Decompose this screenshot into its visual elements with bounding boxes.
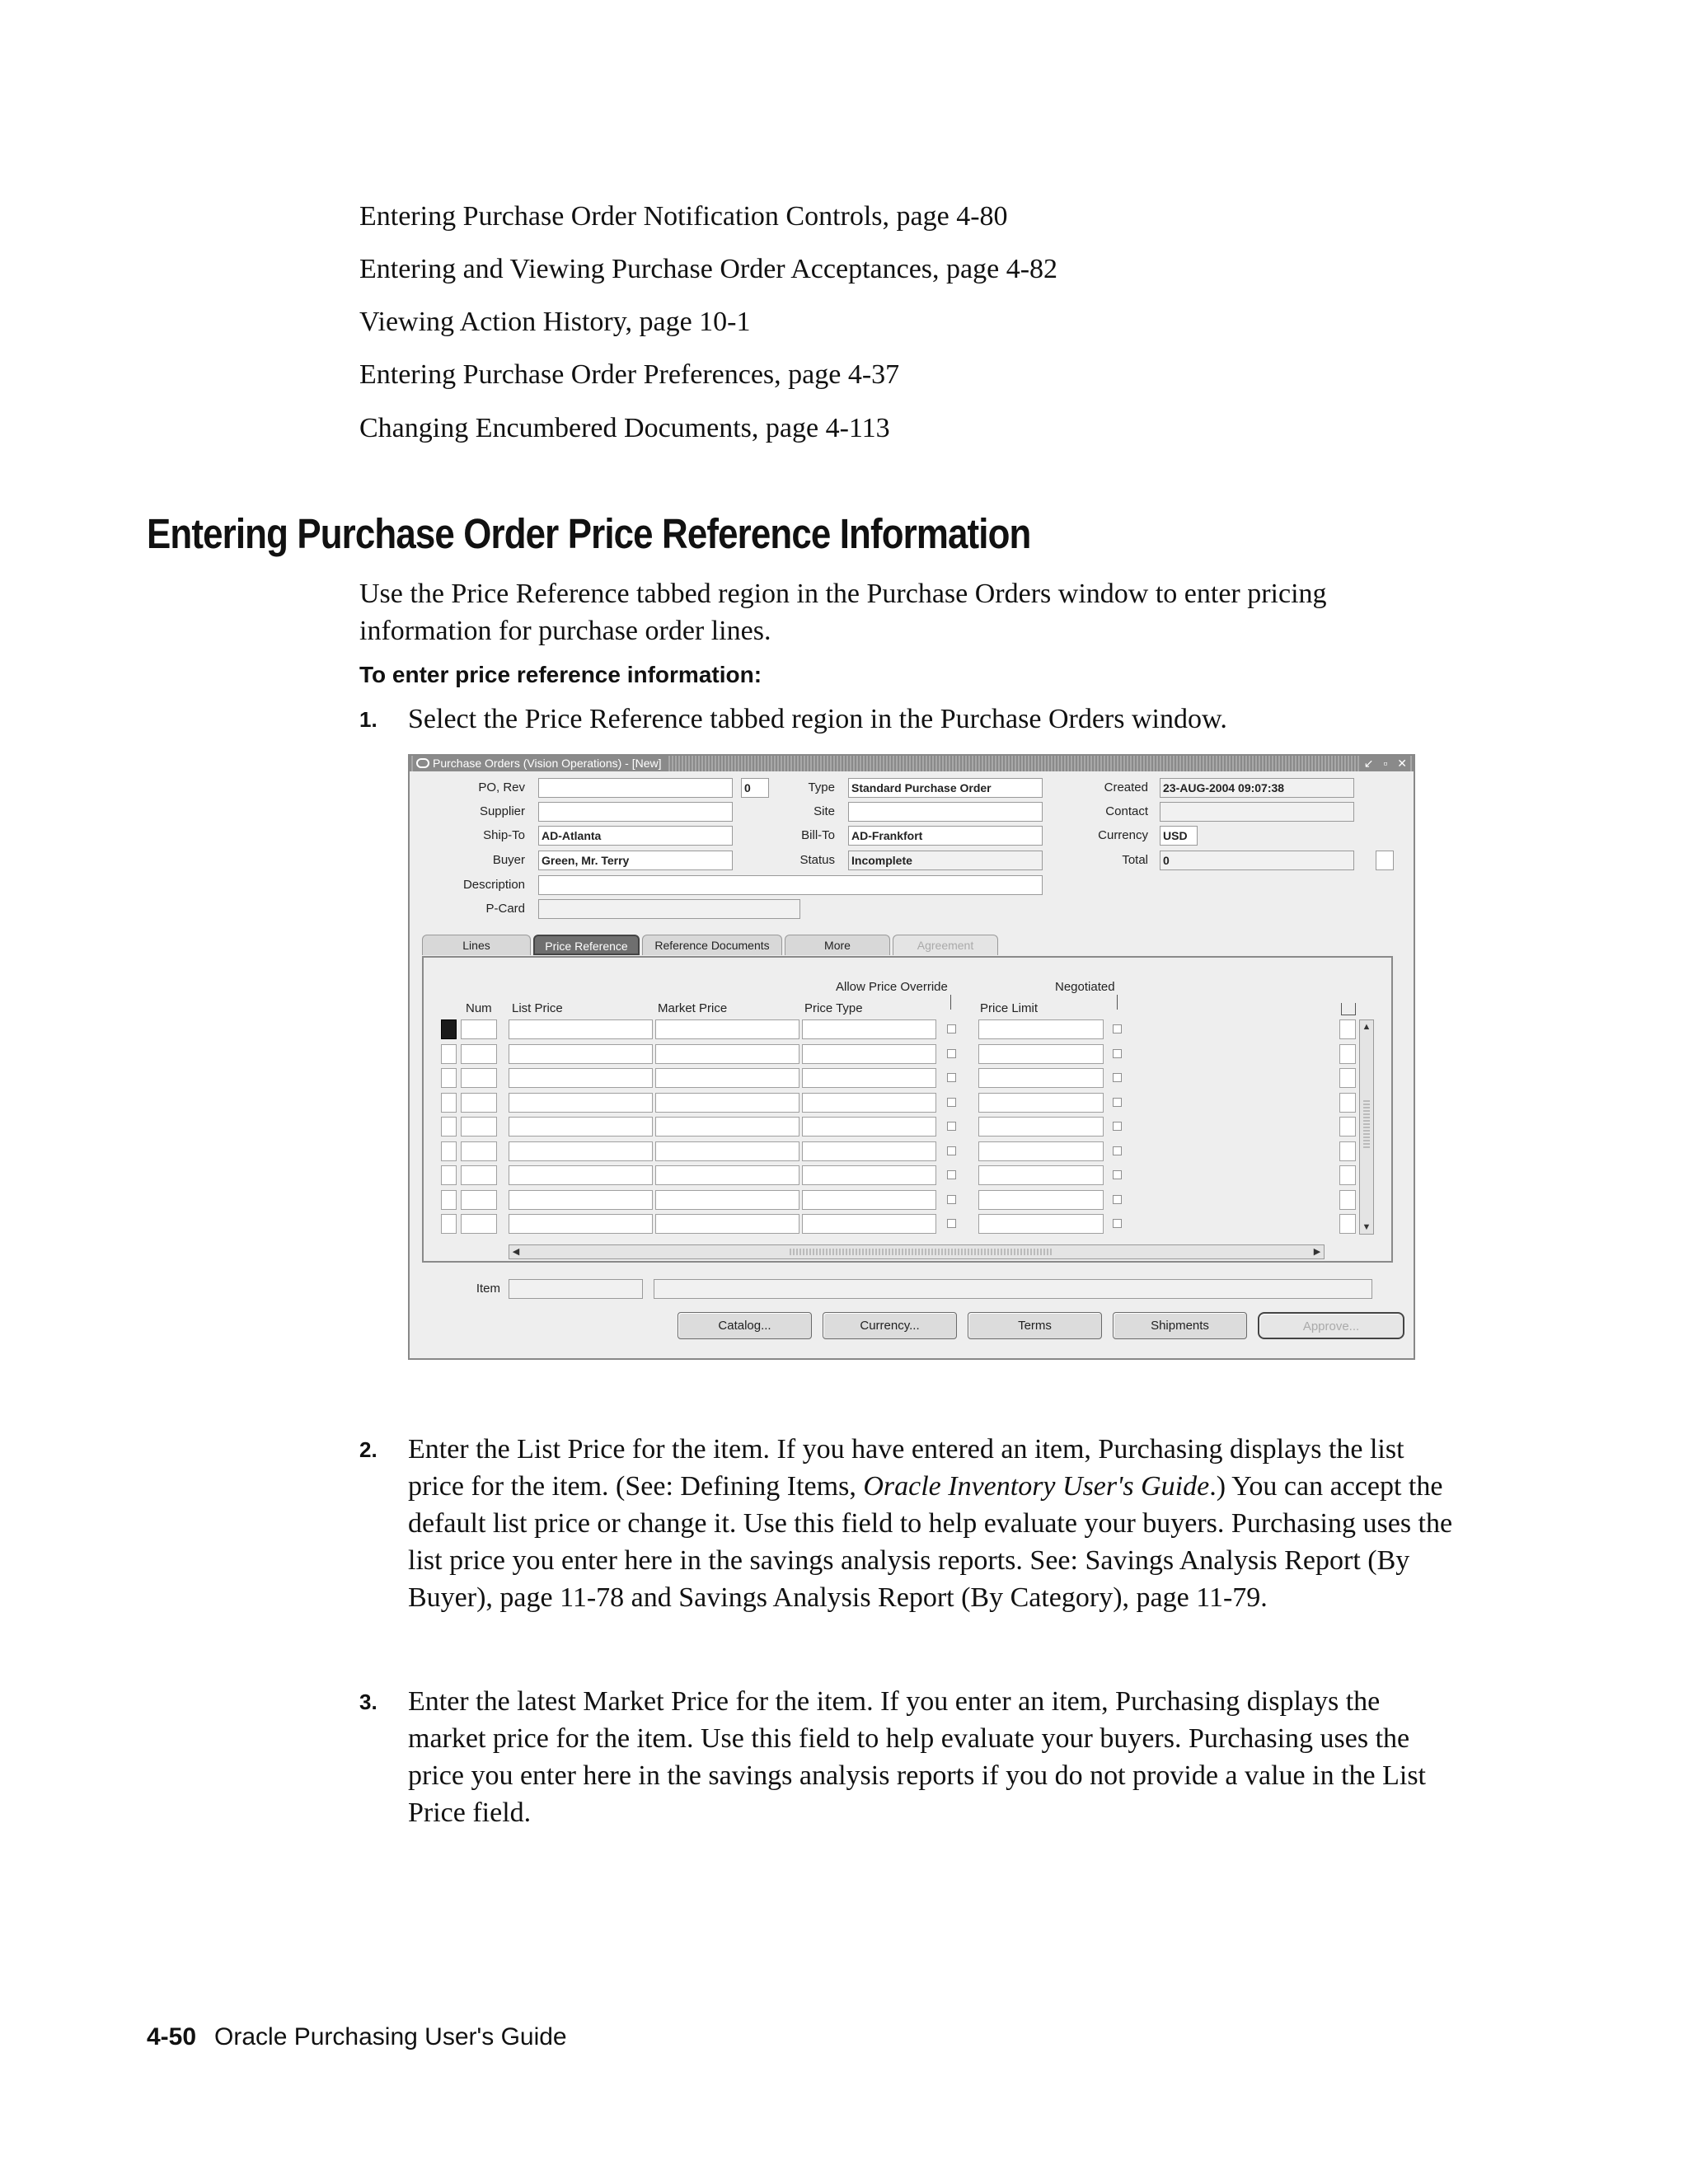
allow-price-override-checkbox[interactable] xyxy=(947,1024,956,1033)
list-price-cell[interactable] xyxy=(509,1117,653,1137)
num-cell[interactable] xyxy=(461,1141,497,1161)
shipments-button[interactable]: Shipments xyxy=(1113,1312,1247,1339)
scroll-left-icon[interactable]: ◀ xyxy=(512,1247,520,1257)
allow-price-override-checkbox[interactable] xyxy=(947,1049,956,1058)
negotiated-checkbox[interactable] xyxy=(1113,1049,1122,1058)
negotiated-checkbox[interactable] xyxy=(1113,1170,1122,1179)
tab-lines[interactable]: Lines xyxy=(422,935,531,955)
allow-price-override-checkbox[interactable] xyxy=(947,1073,956,1082)
related-topic-link[interactable]: Changing Encumbered Documents, page 4-113 xyxy=(359,413,890,443)
allow-price-override-checkbox[interactable] xyxy=(947,1170,956,1179)
approve-button[interactable]: Approve... xyxy=(1258,1312,1404,1339)
num-cell[interactable] xyxy=(461,1190,497,1210)
guide-title: Oracle Inventory User's Guide xyxy=(863,1471,1210,1502)
price-limit-cell[interactable] xyxy=(978,1044,1104,1064)
terms-button[interactable]: Terms xyxy=(968,1312,1102,1339)
price-limit-cell[interactable] xyxy=(978,1019,1104,1039)
ship-to-field[interactable]: AD-Atlanta xyxy=(538,826,733,846)
column-divider xyxy=(1117,995,1118,1010)
market-price-cell[interactable] xyxy=(655,1068,799,1088)
line-flex-field[interactable] xyxy=(1339,1165,1356,1185)
pcard-label: P-Card xyxy=(485,902,525,916)
price-type-cell[interactable] xyxy=(802,1093,936,1113)
row-selector[interactable] xyxy=(441,1068,457,1088)
column-header-num: Num xyxy=(466,1001,492,1015)
scroll-down-icon[interactable]: ▼ xyxy=(1362,1222,1372,1232)
related-topic-link[interactable]: Entering and Viewing Purchase Order Acceptances, page 4-82 xyxy=(359,254,1058,284)
contact-label: Contact xyxy=(1105,804,1148,818)
price-type-cell[interactable] xyxy=(802,1190,936,1210)
list-price-cell[interactable] xyxy=(509,1214,653,1234)
column-header-price-type: Price Type xyxy=(804,1001,863,1015)
price-limit-cell[interactable] xyxy=(978,1068,1104,1088)
price-type-cell[interactable] xyxy=(802,1165,936,1185)
negotiated-checkbox[interactable] xyxy=(1113,1024,1122,1033)
price-limit-cell[interactable] xyxy=(978,1190,1104,1210)
horizontal-scrollbar[interactable] xyxy=(509,1244,1325,1259)
row-selector[interactable] xyxy=(441,1093,457,1113)
line-flex-field[interactable] xyxy=(1339,1093,1356,1113)
negotiated-checkbox[interactable] xyxy=(1113,1219,1122,1228)
purchase-orders-window xyxy=(408,754,1415,1360)
negotiated-checkbox[interactable] xyxy=(1113,1195,1122,1204)
scroll-thumb[interactable] xyxy=(790,1249,1053,1255)
line-flex-field[interactable] xyxy=(1339,1190,1356,1210)
column-header-price-limit: Price Limit xyxy=(980,1001,1039,1015)
market-price-cell[interactable] xyxy=(655,1019,799,1039)
folder-tools-icon[interactable] xyxy=(1341,1003,1356,1015)
currency-field[interactable]: USD xyxy=(1160,826,1198,846)
ship-to-label: Ship-To xyxy=(483,828,525,842)
status-label: Status xyxy=(799,853,835,867)
intro-paragraph: Use the Price Reference tabbed region in the Purchase Orders window to enter pricing information for purchase order lines. xyxy=(359,579,1327,646)
list-price-cell[interactable] xyxy=(509,1141,653,1161)
page-number: 4-50 xyxy=(147,2023,197,2050)
supplier-field[interactable] xyxy=(538,802,733,822)
list-price-cell[interactable] xyxy=(509,1019,653,1039)
price-limit-cell[interactable] xyxy=(978,1093,1104,1113)
price-limit-cell[interactable] xyxy=(978,1165,1104,1185)
related-topic-link[interactable]: Viewing Action History, page 10-1 xyxy=(359,307,751,337)
allow-price-override-checkbox[interactable] xyxy=(947,1195,956,1204)
window-title: Purchase Orders (Vision Operations) - [New] xyxy=(433,757,662,770)
step-text: Enter the List Price for the item. If you have entered an item, Purchasing displays the list price for the item. (See: Defining Items, Oracle Inventory User's Guide.) You can accept the default list price or change it. Use this field to help evaluate your buyers. Purchasing uses the list price you enter here in the savings analysis reports. See: Savings Analysis Report (By Buyer), page 11-78 and Savings Analysis Report (By Category), page 11-79. xyxy=(408,1434,1453,1613)
vertical-scrollbar[interactable] xyxy=(1359,1019,1374,1235)
price-type-cell[interactable] xyxy=(802,1044,936,1064)
section-title: Entering Purchase Order Price Reference Information xyxy=(147,510,1031,557)
created-field[interactable]: 23-AUG-2004 09:07:38 xyxy=(1160,778,1354,798)
line-flex-field[interactable] xyxy=(1339,1068,1356,1088)
tab-more[interactable]: More xyxy=(785,935,890,955)
column-divider xyxy=(950,995,951,1010)
revision-field[interactable]: 0 xyxy=(741,778,769,798)
buyer-field[interactable]: Green, Mr. Terry xyxy=(538,851,733,870)
num-cell[interactable] xyxy=(461,1117,497,1137)
num-cell[interactable] xyxy=(461,1214,497,1234)
status-field[interactable]: Incomplete xyxy=(848,851,1043,870)
market-price-cell[interactable] xyxy=(655,1141,799,1161)
list-price-cell[interactable] xyxy=(509,1093,653,1113)
allow-price-override-checkbox[interactable] xyxy=(947,1146,956,1155)
procedure-heading: To enter price reference information: xyxy=(359,662,762,687)
list-price-cell[interactable] xyxy=(509,1190,653,1210)
row-selector[interactable] xyxy=(441,1165,457,1185)
created-label: Created xyxy=(1104,780,1148,794)
price-type-cell[interactable] xyxy=(802,1214,936,1234)
scroll-right-icon[interactable]: ▶ xyxy=(1313,1247,1321,1257)
market-price-cell[interactable] xyxy=(655,1044,799,1064)
tab-price-reference[interactable]: Price Reference xyxy=(533,935,640,955)
market-price-cell[interactable] xyxy=(655,1117,799,1137)
catalog-button[interactable]: Catalog... xyxy=(678,1312,812,1339)
po-number-field[interactable] xyxy=(538,778,733,798)
currency-label: Currency xyxy=(1098,828,1148,842)
num-cell[interactable] xyxy=(461,1068,497,1088)
step-number: 2. xyxy=(359,1437,377,1462)
price-limit-cell[interactable] xyxy=(978,1214,1104,1234)
negotiated-checkbox[interactable] xyxy=(1113,1122,1122,1131)
list-price-cell[interactable] xyxy=(509,1068,653,1088)
book-title: Oracle Purchasing User's Guide xyxy=(214,2023,567,2050)
scroll-thumb[interactable] xyxy=(1363,1099,1370,1148)
row-selector[interactable] xyxy=(441,1141,457,1161)
description-label: Description xyxy=(462,878,525,892)
step-text: Enter the latest Market Price for the item. If you enter an item, Purchasing displays the market price for the item. Use this field to help evaluate your buyers. Purchasing uses the price you enter here in the savings analysis reports if you do not provide a value in the List Price field. xyxy=(408,1686,1427,1828)
page-footer xyxy=(147,2023,567,2051)
scroll-up-icon[interactable]: ▲ xyxy=(1362,1022,1372,1032)
num-cell[interactable] xyxy=(461,1165,497,1185)
allow-price-override-checkbox[interactable] xyxy=(947,1098,956,1107)
negotiated-header: Negotiated xyxy=(1055,980,1115,994)
window-controls-icon[interactable]: ↙ ▫ ✕ xyxy=(1361,756,1410,771)
step-number: 1. xyxy=(359,707,377,732)
allow-price-override-header: Allow Price Override xyxy=(836,980,948,994)
window-icon xyxy=(416,758,429,768)
po-rev-label: PO, Rev xyxy=(478,780,525,794)
tab-agreement[interactable]: Agreement xyxy=(893,935,998,955)
site-label: Site xyxy=(814,804,835,818)
row-selector[interactable] xyxy=(441,1019,457,1039)
num-cell[interactable] xyxy=(461,1019,497,1039)
related-topic-link[interactable]: Entering Purchase Order Preferences, page 4-37 xyxy=(359,359,900,390)
line-flex-field[interactable] xyxy=(1339,1141,1356,1161)
market-price-cell[interactable] xyxy=(655,1214,799,1234)
market-price-cell[interactable] xyxy=(655,1190,799,1210)
item-description-field[interactable] xyxy=(654,1279,1372,1299)
price-type-cell[interactable] xyxy=(802,1141,936,1161)
line-flex-field[interactable] xyxy=(1339,1044,1356,1064)
type-label: Type xyxy=(808,780,835,794)
step-number: 3. xyxy=(359,1690,377,1714)
list-price-cell[interactable] xyxy=(509,1044,653,1064)
line-flex-field[interactable] xyxy=(1339,1117,1356,1137)
supplier-label: Supplier xyxy=(479,804,525,818)
buyer-label: Buyer xyxy=(492,853,525,867)
line-flex-field[interactable] xyxy=(1339,1214,1356,1234)
window-titlebar[interactable] xyxy=(410,756,1414,771)
contact-field[interactable] xyxy=(1160,802,1354,822)
line-flex-field[interactable] xyxy=(1339,1019,1356,1039)
bill-to-label: Bill-To xyxy=(801,828,835,842)
allow-price-override-checkbox[interactable] xyxy=(947,1122,956,1131)
tab-reference-documents[interactable]: Reference Documents xyxy=(642,935,782,955)
type-field[interactable]: Standard Purchase Order xyxy=(848,778,1043,798)
currency-button[interactable]: Currency... xyxy=(823,1312,957,1339)
bill-to-field[interactable]: AD-Frankfort xyxy=(848,826,1043,846)
column-header-list-price: List Price xyxy=(512,1001,563,1015)
item-field[interactable] xyxy=(509,1279,643,1299)
step-text: Select the Price Reference tabbed region in the Purchase Orders window. xyxy=(408,704,1227,734)
total-field[interactable]: 0 xyxy=(1160,851,1354,870)
item-label: Item xyxy=(476,1282,500,1296)
total-label: Total xyxy=(1122,853,1148,867)
pcard-field[interactable] xyxy=(538,899,800,919)
num-cell[interactable] xyxy=(461,1044,497,1064)
row-selector[interactable] xyxy=(441,1214,457,1234)
allow-price-override-checkbox[interactable] xyxy=(947,1219,956,1228)
row-selector[interactable] xyxy=(441,1117,457,1137)
negotiated-checkbox[interactable] xyxy=(1113,1073,1122,1082)
row-selector[interactable] xyxy=(441,1190,457,1210)
price-type-cell[interactable] xyxy=(802,1068,936,1088)
price-limit-cell[interactable] xyxy=(978,1141,1104,1161)
price-type-cell[interactable] xyxy=(802,1117,936,1137)
price-type-cell[interactable] xyxy=(802,1019,936,1039)
header-flex-field[interactable] xyxy=(1376,851,1394,870)
list-price-cell[interactable] xyxy=(509,1165,653,1185)
site-field[interactable] xyxy=(848,802,1043,822)
negotiated-checkbox[interactable] xyxy=(1113,1098,1122,1107)
price-limit-cell[interactable] xyxy=(978,1117,1104,1137)
market-price-cell[interactable] xyxy=(655,1093,799,1113)
column-header-market-price: Market Price xyxy=(658,1001,728,1015)
description-field[interactable] xyxy=(538,875,1043,895)
related-topic-link[interactable]: Entering Purchase Order Notification Controls, page 4-80 xyxy=(359,201,1008,232)
row-selector[interactable] xyxy=(441,1044,457,1064)
negotiated-checkbox[interactable] xyxy=(1113,1146,1122,1155)
num-cell[interactable] xyxy=(461,1093,497,1113)
market-price-cell[interactable] xyxy=(655,1165,799,1185)
